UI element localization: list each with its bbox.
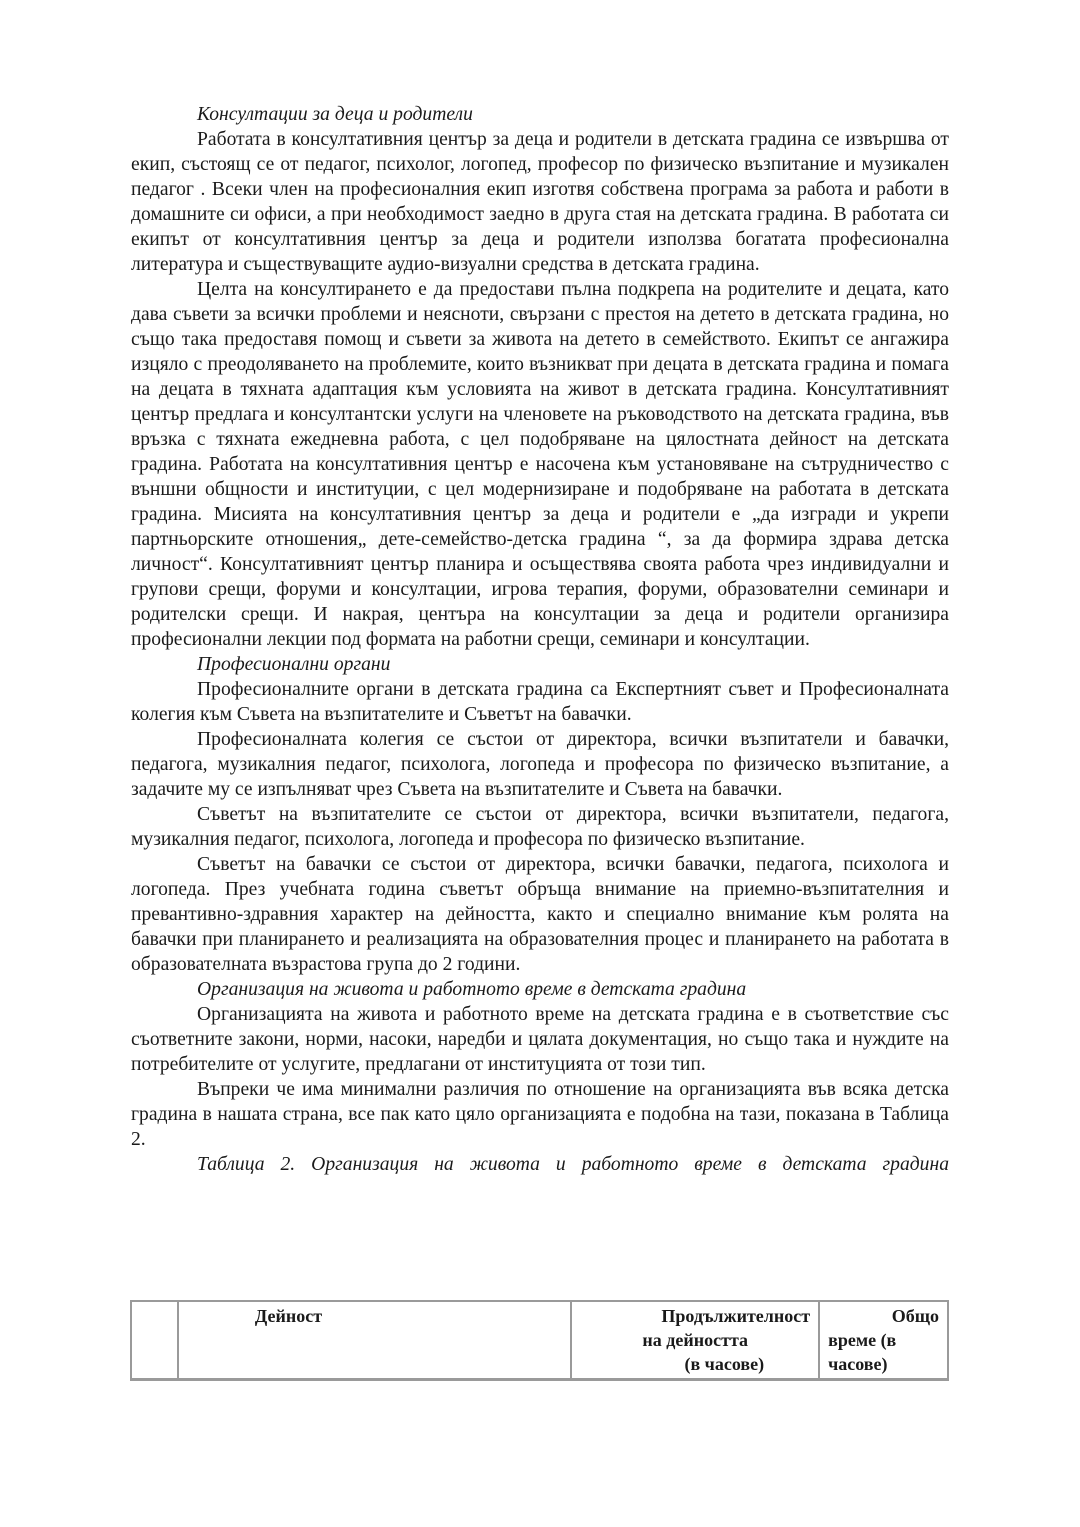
table-caption: Таблица 2. Организация на живота и работното време в детската градина (197, 1154, 949, 1175)
table-header-row (131, 1301, 948, 1380)
table-header-cell-duration (571, 1301, 819, 1380)
section-heading-professional-bodies: Професионални органи (197, 654, 391, 675)
header-text: Продължителност (661, 1306, 811, 1326)
paragraph: Професионалните органи в детската градина са Експертният съвет и Професионалната колегия към Съвета на възпитателите и Съветът на бавачки. (131, 679, 949, 725)
table-header-cell-activity: Дейност (178, 1301, 572, 1380)
activity-table (130, 1300, 949, 1381)
section-heading-consultations: Консултации за деца и родители (197, 104, 473, 125)
paragraph: Организацията на живота и работното време на детската градина е в съответствие със съответните закони, норми, насоки, наредби и цялата документация, но също така и нуждите на потребителите от услугите, предлагани от институцията от този тип. (131, 1004, 949, 1075)
header-text: (в часове) (684, 1354, 765, 1374)
table-header-cell-total (819, 1301, 948, 1380)
section-heading-organization: Организация на живота и работното време в детската градина (197, 979, 747, 1000)
paragraph: Въпреки че има минимални различия по отношение на организацията във всяка детска градина в нашата страна, все пак като цяло организацията е подобна на тази, показана в Таблица 2. (131, 1079, 949, 1150)
text-column (131, 102, 949, 1177)
paragraph: Работата в консултативния център за деца и родители в детската градина се извършва от екип, състоящ се от педагог, психолог, логопед, професор по физическо възпитание и музикален педагог . Всеки член на професионалния екип изготвя собствена програма за работа и работи в домашните си офиси, а при необходимост заедно в друга стая на детската градина. В работата си екипът от консултативния център за деца и родители използва богатата професионална литература и съществуващите аудио-визуални средства в детската градина. (131, 129, 949, 275)
paragraph: Професионалната колегия се състои от директора, всички възпитатели и бавачки, педагога, музикалния педагог, психолога, логопеда и професора по физическо възпитание, а задачите му се изпълняват чрез Съвета на възпитателите и Съвета на бавачки. (131, 729, 949, 800)
paragraph: Целта на консултирането е да предостави пълна подкрепа на родителите и децата, като дава съвети за всички проблеми и неясноти, свързани с престоя на детето в детската градина, но също така предоставя помощ и съвети за живота на детето в семейството. Екипът се ангажира изцяло с преодоляването на проблемите, които възникват при децата в детската градина и помага на децата в тяхната адаптация към условията на живот в детската градина. Консултативният център предлага и консултантски услуги на членовете на ръководството на детската градина, във връзка с тяхната ежедневна работа, с цел подобряване на цялостната дейност на детската градина. Работата на консултативния център е насочена към установяване на сътрудничество с външни общности и институции, с цел модернизиране и подобряване на работата в детската градина. Мисията на консултативния център за деца и родители е „да изгради и укрепи партньорските отношения„ дете-семейство-детска градина “, за да формира здрава детска личност“. Консултативният център планира и осъществява своята работа чрез индивидуални и групови срещи, форуми и консултации, игрова терапия, форуми, образователни семинари и родителски срещи. И накрая, центъра на консултации за деца и родители организира професионални лекции под формата на работни срещи, семинари и консултации. (131, 279, 949, 650)
paragraph: Съветът на възпитателите се състои от директора, всички възпитатели, педагога, музикалния педагог, психолога, логопеда и професора по физическо възпитание. (131, 804, 949, 850)
header-text: Общо (891, 1306, 939, 1326)
table-header-cell-index (131, 1301, 178, 1380)
header-text: на дейността (642, 1330, 749, 1350)
header-text: часове) (828, 1354, 888, 1374)
header-text: време (в (828, 1330, 897, 1350)
paragraph: Съветът на бавачки се състои от директора, всички бавачки, педагога, психолога и логопеда. През учебната година съветът обръща внимание на приемно-възпитателния и превантивно-здравния характер на дейността, както и специално внимание към ролята на бавачки при планирането и реализацията на образователния процес и планирането на работата в образователната възрастова група до 2 години. (131, 854, 949, 975)
